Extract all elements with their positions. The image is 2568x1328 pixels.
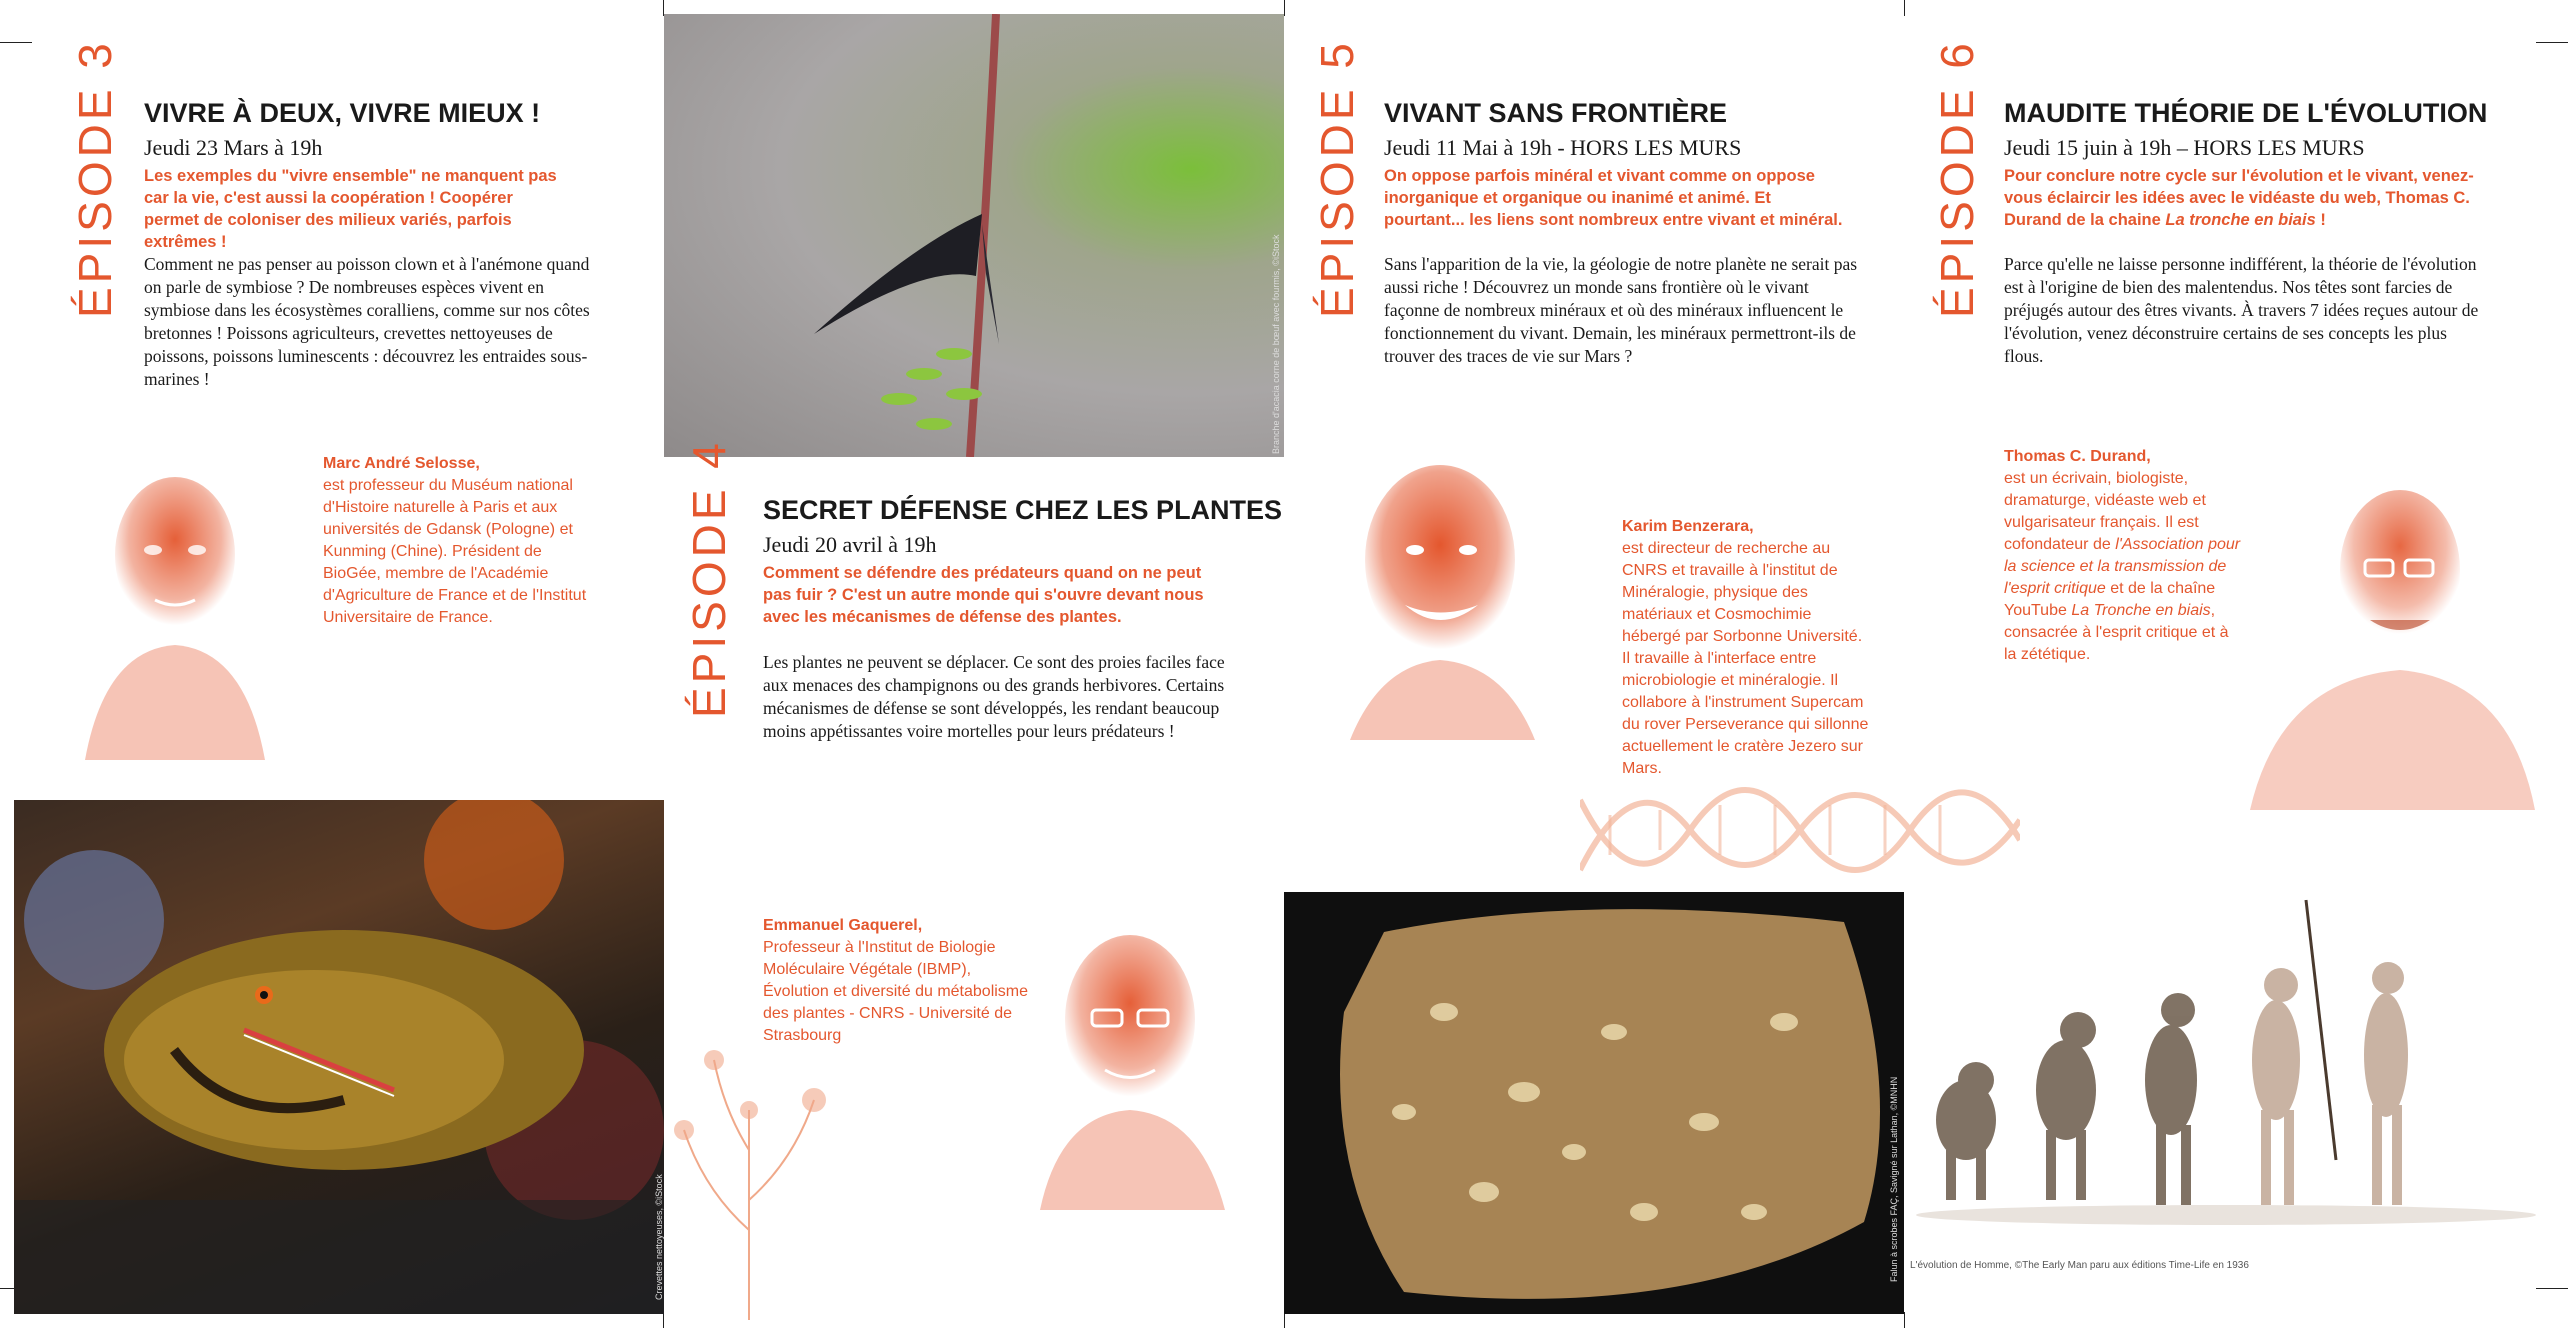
episode-6-label: ÉPISODE 6: [1931, 39, 1983, 318]
episode-3-body: Comment ne pas penser au poisson clown et à l'anémone quand on parle de symbiose ? De nombreuses espèces vivent en symbiose dans les écosystèmes coralliens, comme sur nos côtes bretonnes ! Poissons agriculteurs, crevettes nettoyeuses de poissons, poissons luminescents : découvrez les entraides sous-marines !: [144, 254, 590, 389]
episode-5-lede: On oppose parfois minéral et vivant comme on oppose inorganique et organique ou inanimé et animé. Et pourtant... les liens sont nombreux entre vivant et minéral.: [1384, 167, 1843, 229]
speaker-bio-text: est un écrivain, biologiste, dramaturge, vidéaste web et vulgarisateur français. Il est cofondateur de: [2004, 470, 2206, 553]
lede-channel: La tronche en biais: [2165, 211, 2316, 229]
speaker-bio-text: est professeur du Muséum national d'Histoire naturelle à Paris et aux universités de Gdansk (Pologne) et Kunming (Chine). Président de BioGée, membre de l'Académie d'Agriculture de France et de l'Institut Universitaire de France.: [323, 477, 587, 626]
episode-5-body: Sans l'apparition de la vie, la géologie de notre planète ne serait pas aussi riche ! Découvrez un monde sans frontière où le vivant façonne de nombreux minéraux et où des minéraux influencent le fonctionnement du vivant. Demain, les minéraux permettront-ils de trouver des traces de vie sur Mars ?: [1384, 254, 1858, 366]
speaker-name: Thomas C. Durand,: [2004, 448, 2151, 465]
episode-3-lede: Les exemples du "vivre ensemble" ne manquent pas car la vie, c'est aussi la coopération ! Coopérer permet de coloniser des milieux variés, parfois extrêmes !: [144, 167, 557, 251]
photo-moray-eel: [14, 800, 664, 1314]
fossil-rock-illustration: [1284, 892, 1904, 1314]
speaker-bio-text: , consacrée à l'esprit critique et à la zététique.: [2004, 602, 2229, 663]
lede-end: !: [2315, 211, 2326, 229]
episode-5-title: VIVANT SANS FRONTIÈRE: [1384, 98, 1728, 128]
episode-6-date: Jeudi 15 juin à 19h – HORS LES MURS: [2004, 135, 2365, 160]
episode-4-body: Les plantes ne peuvent se déplacer. Ce sont des proies faciles face aux menaces des champignons ou des grands herbivores. Certains mécanismes de défense se sont développés, les rendant beaucoup moins appétissantes voire mortelles pour leurs prédateurs !: [763, 652, 1225, 741]
evolution-caption: L'évolution de Homme, ©The Early Man paru aux éditions Time-Life en 1936: [1910, 1260, 2249, 1271]
speaker-name: Emmanuel Gaquerel,: [763, 917, 923, 934]
evolution-illustration: [1906, 890, 2546, 1260]
crop-mark: [2536, 1288, 2568, 1289]
photo-acacia-thorn: [664, 14, 1284, 457]
plant-sketch-decoration: [664, 1030, 834, 1320]
episode-4-title: SECRET DÉFENSE CHEZ LES PLANTES: [763, 495, 1283, 525]
episode-6-lede: [2004, 165, 2474, 231]
photo-credit: Crevettes nettoyeuses, ©iStock: [654, 1174, 664, 1300]
episode-4-date: Jeudi 20 avril à 19h: [763, 532, 937, 557]
episode-4-label: ÉPISODE 4: [683, 439, 735, 718]
lede-text: Pour conclure notre cycle sur l'évolution et le vivant, venez-vous éclaircir les idées avec le vidéaste du web, Thomas C. Durand de la chaine: [2004, 167, 2474, 229]
acacia-thorn-illustration: [664, 14, 1284, 457]
photo-fossil-rock: [1284, 892, 1904, 1314]
speaker-bio-association: l'Association pour la science et la transmission de l'esprit critique: [2004, 536, 2241, 597]
speaker-portrait-selosse: [65, 460, 280, 760]
speaker-bio-gaquerel: [763, 915, 1033, 1047]
speaker-bio-text: Professeur à l'Institut de Biologie Moléculaire Végétale (IBMP), Évolution et diversité du métabolisme des plantes - CNRS - Université de Strasbourg: [763, 939, 1029, 1044]
episode-4-lede: Comment se défendre des prédateurs quand on ne peut pas fuir ? C'est un autre monde qui s'ouvre devant nous avec les mécanismes de défense des plantes.: [763, 564, 1204, 626]
speaker-bio-text: est directeur de recherche au CNRS et travaille à l'institut de Minéralogie, physique des matériaux et Cosmochimie hébergé par Sorbonne Université. Il travaille à l'interface entre microbiologie et minéralogie. Il collabore à l'instrument Supercam du rover Perseverance qui sillonne actuellement le cratère Jezero sur Mars.: [1622, 540, 1869, 777]
crop-mark: [0, 42, 32, 43]
episode-3-date: Jeudi 23 Mars à 19h: [144, 135, 323, 160]
episode-3-label: ÉPISODE 3: [69, 39, 121, 318]
photo-credit: Falun à scrobes FAÇ, Savigné sur Lathan, ©MNHN: [1889, 1076, 1899, 1282]
crop-mark: [2536, 42, 2568, 43]
speaker-bio-selosse: [323, 453, 603, 629]
speaker-bio-durand: [2004, 446, 2244, 666]
speaker-bio-text: et de la chaîne YouTube: [2004, 580, 2216, 619]
speaker-bio-benzerara: [1622, 516, 1872, 780]
crop-mark: [1904, 1312, 1905, 1328]
dna-helix-decoration: [1580, 760, 2020, 900]
speaker-portrait-durand: [2220, 470, 2540, 810]
episode-3-title: VIVRE À DEUX, VIVRE MIEUX !: [144, 98, 541, 128]
photo-credit: Branche d'acacia corne de bœuf avec fourmis, ©iStock: [1271, 234, 1281, 454]
episode-6-body: Parce qu'elle ne laisse personne indifférent, la théorie de l'évolution est à l'origine de bien des malentendus. Nos têtes sont farcies de préjugés autour des êtres vivants. À travers 7 idées reçues autour de l'évolution, venez déconstruire certains de ses concepts les plus flous.: [2004, 254, 2479, 366]
crop-mark: [1284, 0, 1285, 16]
moray-eel-illustration: [14, 800, 664, 1314]
speaker-portrait-benzerara: [1320, 440, 1560, 740]
speaker-name: Marc André Selosse,: [323, 455, 480, 472]
episode-5-date: Jeudi 11 Mai à 19h - HORS LES MURS: [1384, 135, 1742, 160]
crop-mark: [1904, 0, 1905, 16]
speaker-name: Karim Benzerara,: [1622, 518, 1754, 535]
episode-5-label: ÉPISODE 5: [1311, 39, 1363, 318]
speaker-portrait-gaquerel: [1020, 910, 1235, 1210]
episode-6-title: MAUDITE THÉORIE DE L'ÉVOLUTION: [2004, 98, 2488, 128]
crop-mark: [1284, 1312, 1285, 1328]
speaker-bio-channel: La Tronche en biais: [2071, 602, 2211, 619]
